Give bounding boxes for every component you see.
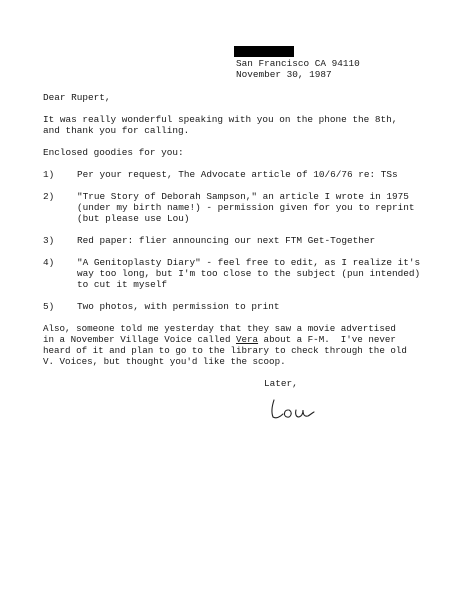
- closing-paragraph-line: heard of it and plan to go to the library to check through the old: [43, 345, 407, 356]
- item-text-line: "A Genitoplasty Diary" - feel free to edit, as I realize it's: [77, 257, 421, 268]
- letter-date: November 30, 1987: [236, 69, 332, 80]
- intro-paragraph-line: It was really wonderful speaking with you on the phone the 8th,: [43, 114, 398, 125]
- item-number: 5): [43, 301, 55, 312]
- redacted-address-block: [234, 46, 294, 57]
- item-text-line: Red paper: flier announcing our next FTM Get-Together: [77, 235, 376, 246]
- item-text-line: way too long, but I'm too close to the subject (pun intended): [77, 268, 421, 279]
- item-text-line: Per your request, The Advocate article of 10/6/76 re: TSs: [77, 169, 398, 180]
- item-number: 4): [43, 257, 55, 268]
- address-line: San Francisco CA 94110: [236, 58, 360, 69]
- item-number: 3): [43, 235, 55, 246]
- signoff: Later,: [264, 378, 298, 389]
- handwritten-signature: [268, 396, 318, 422]
- closing-paragraph-line: V. Voices, but thought you'd like the scoop.: [43, 356, 286, 367]
- item-number: 2): [43, 191, 55, 202]
- item-number: 1): [43, 169, 55, 180]
- intro-paragraph-line: and thank you for calling.: [43, 125, 190, 136]
- item-text-line: to cut it myself: [77, 279, 168, 290]
- item-text-line: Two photos, with permission to print: [77, 301, 280, 312]
- closing-paragraph-line: Also, someone told me yesterday that they saw a movie advertised: [43, 323, 396, 334]
- closing-text-segment: in a November Village Voice called: [43, 334, 236, 345]
- salutation: Dear Rupert,: [43, 92, 111, 103]
- movie-title-vera: Vera: [235, 334, 259, 345]
- enclosed-intro: Enclosed goodies for you:: [43, 147, 184, 158]
- item-text-line: "True Story of Deborah Sampson," an article I wrote in 1975: [77, 191, 409, 202]
- item-text-line: (under my birth name!) - permission given for you to reprint: [77, 202, 415, 213]
- item-text-line: (but please use Lou): [77, 213, 190, 224]
- closing-paragraph-line: [43, 334, 396, 345]
- closing-text-segment: about a F-M. I've never: [258, 334, 396, 345]
